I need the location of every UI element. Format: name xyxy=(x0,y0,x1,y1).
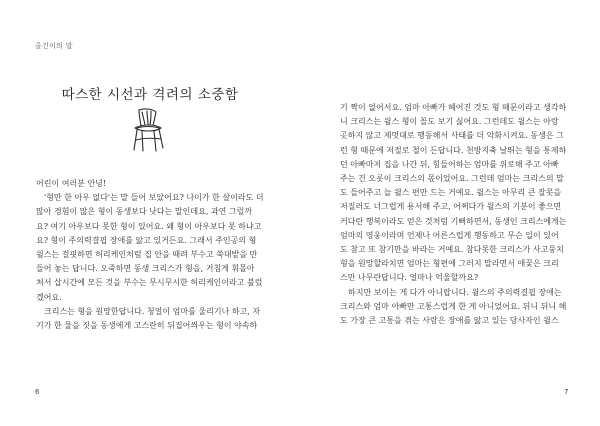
text-line: 엄마의 영웅이라며 언제나 어른스럽게 행동하고 무슨 일이 있어 xyxy=(340,230,559,240)
text-line: 크리스와 엄마 아빠만 고통스럽게 한 게 아니었어요. 뒤니 뒤니 해 xyxy=(340,301,566,311)
page-number: 6 xyxy=(35,388,40,396)
text-line: 많아 경험이 많은 형이 동생보다 낫다는 말인데요, 과연 그럴까 xyxy=(36,207,253,217)
text-line: 요? 형이 주의력결핍 장애를 앓고 있거든요. 그래서 주인공의 형 xyxy=(36,235,257,245)
text-line: 런 형 때문에 저절로 철이 든답니다. 천방지축 날뛰는 형을 통제하 xyxy=(340,145,566,155)
text-line: 쳐서 삽시간에 모든 것을 부수는 무시무시한 허리케인이라고 불렀 xyxy=(36,278,263,288)
text-line: 하지만 보이는 게 다가 아니랍니다. 윌스의 주의력결핍 장애는 xyxy=(348,287,562,297)
text-line: 스만 나무란답니다. 얼마나 억울할까요? xyxy=(340,273,479,283)
text-line: 니 크리스는 윌스 형이 꼴도 보기 싫어요. 그런데도 윌스는 아랑 xyxy=(340,117,559,127)
text-line: 기 짝이 없어서요. 엄마 아빠가 헤어진 것도 형 때문이라고 생각하 xyxy=(340,103,566,112)
text-line: 요? 여기 아우보다 못한 형이 있어요. 왜 형이 아우보다 못 하냐고 xyxy=(36,221,262,231)
text-line: 주는 건 오롯이 크리스의 몫이었어요. 그런데 엄마는 크리스의 말 xyxy=(340,174,564,184)
text-line: 커다란 행복이라도 얻은 것처럼 기뻐하면서, 동생인 크리스에게는 xyxy=(340,216,566,226)
text-line: 크리스는 형을 원망한답니다. 청얼이 엄마를 울리기나 하고, 자 xyxy=(44,306,261,316)
text-line: 곳하지 않고 제멋대로 행동해서 사태를 더 악화시켜요. 동생은 그 xyxy=(340,131,564,141)
text-line: 형을 원망할라치면 엄마는 형편에 그러지 말라면서 애꿎은 크리 xyxy=(340,259,559,269)
page-number: 7 xyxy=(564,388,569,396)
right-body-text xyxy=(340,101,566,328)
chapter-title: 따스한 시선과 격려의 소중함 xyxy=(61,87,239,103)
text-line: 기가 한 물을 짓을 동생에게 고스란히 뒤집어씌우는 형이 야속하 xyxy=(36,321,258,331)
chair-illustration xyxy=(128,107,168,153)
text-line: 윌스는 걸핏하면 허리케인처럼 집 안을 때려 부수고 쑥대밭을 만 xyxy=(36,250,258,260)
text-line: 던 아빠마저 집을 나간 뒤, 힘들어하는 엄마를 위로해 주고 아빠 xyxy=(340,159,559,169)
text-line: 도 가장 큰 고통을 겪는 사람은 장애를 앓고 있는 당사자인 윌스 xyxy=(340,316,559,326)
text-line: '형만 한 아우 없다'는 말 들어 보았어요? 나이가 한 살이라도 더 xyxy=(44,193,264,203)
text-line: 겠어요. xyxy=(36,292,62,302)
running-head: 올긴이의 말 xyxy=(35,42,73,50)
text-line: 어린이 여러분 안녕! xyxy=(36,179,107,188)
text-line: 도 참고 또 참기만을 바라는 거예요. 참다못한 크리스가 사고뭉치 xyxy=(340,245,564,255)
left-body-text xyxy=(36,177,268,333)
text-line: 저질러도 너그럽게 용서해 주고, 어쩌다가 윌스의 기분이 좋으면 xyxy=(340,202,562,212)
text-line: 들어 놓는 답니다. 오죽하면 동생 크리스가 형을, 거침게 휘몰아 xyxy=(36,264,255,274)
text-line: 도 들어주고 늘 윌스 편만 드는 거예요. 윌스는 아무리 큰 잘못을 xyxy=(340,188,562,198)
